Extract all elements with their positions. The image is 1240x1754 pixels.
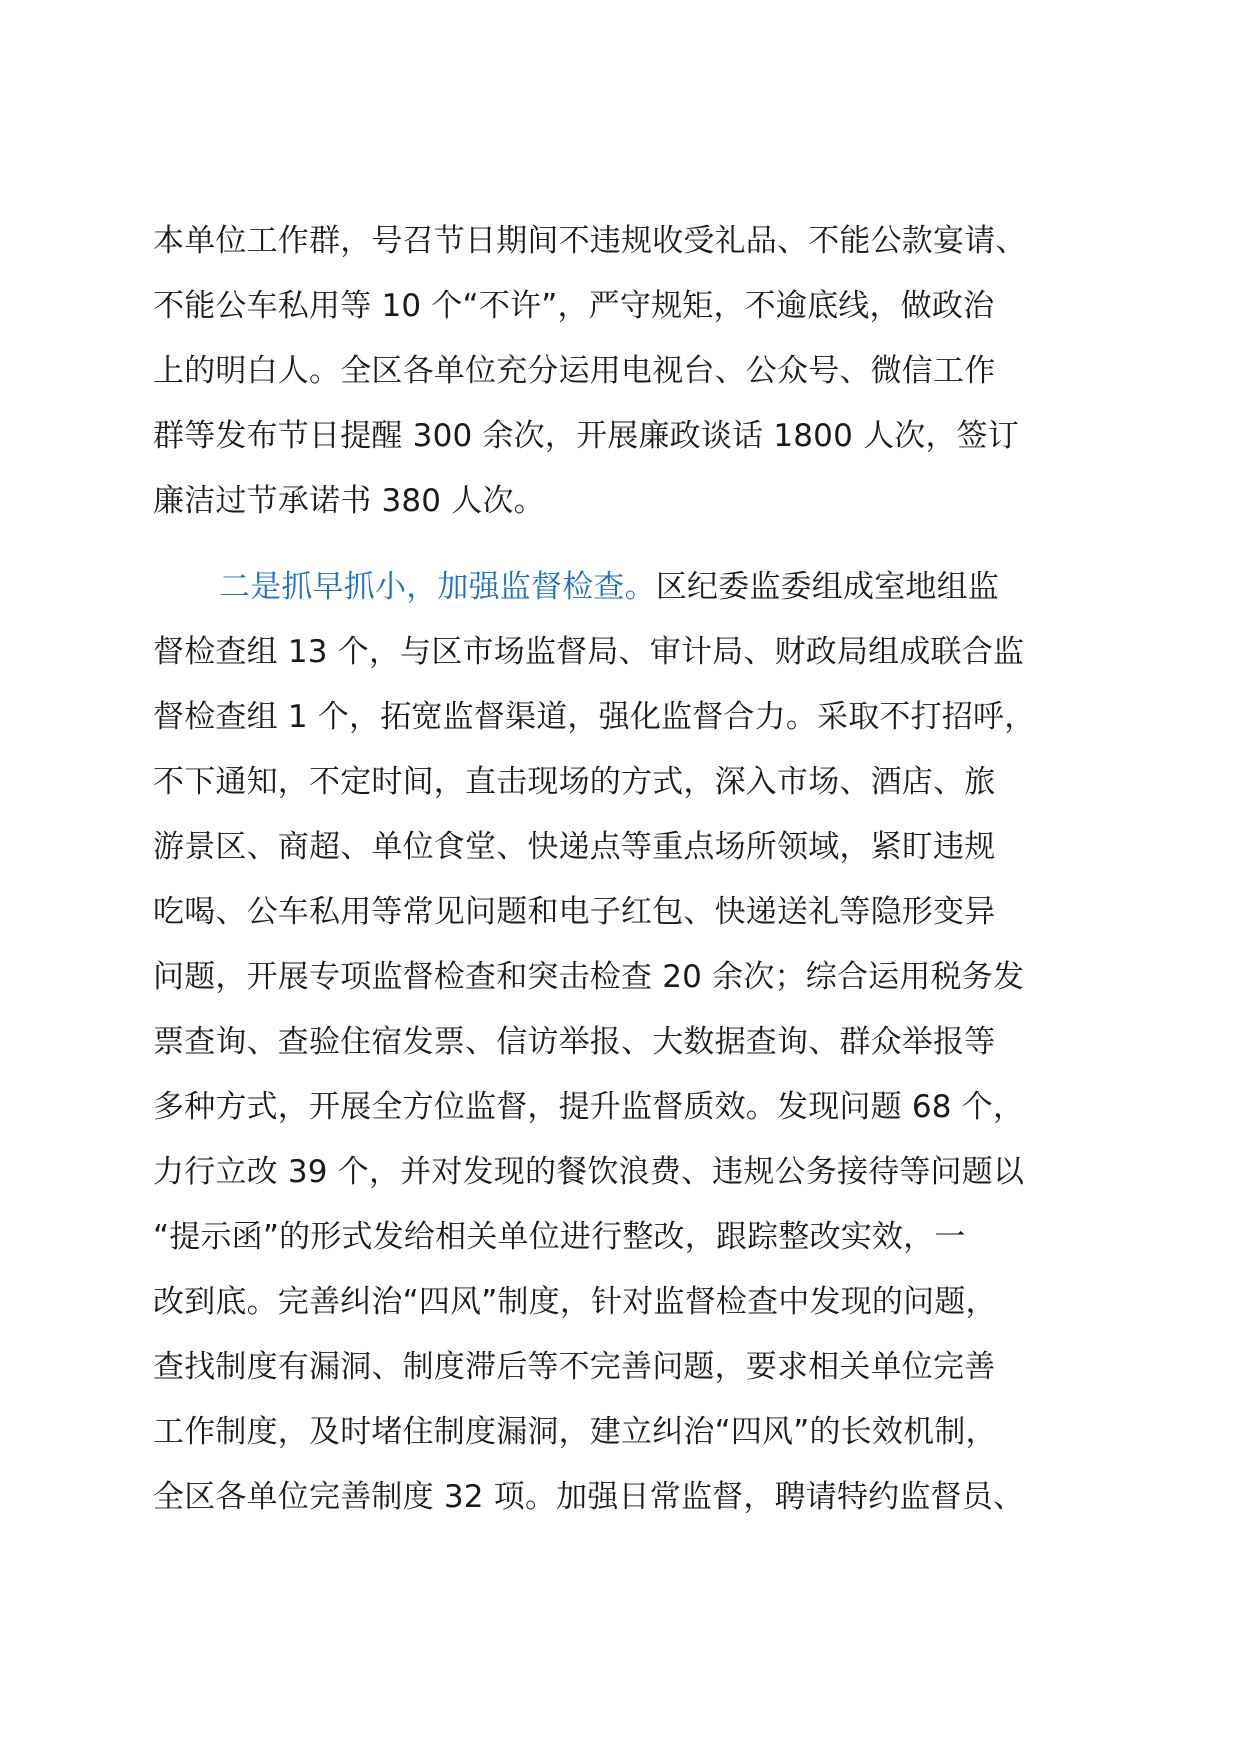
- text-line: 不下通知，不定时间，直击现场的方式，深入市场、酒店、旅: [153, 764, 996, 800]
- text-line: 游景区、商超、单位食堂、快递点等重点场所领域，紧盯违规: [153, 829, 996, 865]
- paragraph-first-line: [153, 555, 1103, 620]
- text-line: 力行立改 39 个，并对发现的餐饮浪费、违规公务接待等问题以: [153, 1154, 1025, 1190]
- text-line: 改到底。完善纠治“四风”制度，针对监督检查中发现的问题，: [153, 1284, 997, 1320]
- text-line: 上的明白人。全区各单位充分运用电视台、公众号、微信工作: [153, 353, 996, 389]
- text-line: 群等发布节日提醒 300 余次，开展廉政谈话 1800 人次，签订: [153, 418, 1020, 454]
- text-line: 问题，开展专项监督检查和突击检查 20 余次；综合运用税务发: [153, 959, 1025, 995]
- paragraph-2: [153, 555, 1103, 1530]
- text-line: 查找制度有漏洞、制度滞后等不完善问题，要求相关单位完善: [153, 1349, 996, 1385]
- paragraph-1: [153, 209, 1103, 534]
- text-line: 督检查组 13 个，与区市场监督局、审计局、财政局组成联合监: [153, 634, 1025, 670]
- text-line: 本单位工作群，号召节日期间不违规收受礼品、不能公款宴请、: [153, 223, 1027, 259]
- text-line: 多种方式，开展全方位监督，提升监督质效。发现问题 68 个，: [153, 1089, 1025, 1125]
- text-line: “提示函”的形式发给相关单位进行整改，跟踪整改实效，一: [153, 1219, 966, 1255]
- text-line: 全区各单位完善制度 32 项。加强日常监督，聘请特约监督员、: [153, 1479, 1025, 1515]
- heading-line-rest: 区纪委监委组成室地组监: [655, 569, 1000, 605]
- text-line: 廉洁过节承诺书 380 人次。: [153, 483, 545, 519]
- section-heading: 二是抓早抓小，加强监督检查。: [219, 569, 656, 605]
- text-line: 不能公车私用等 10 个“不许”，严守规矩，不逾底线，做政治: [153, 288, 995, 324]
- text-line: 票查询、查验住宿发票、信访举报、大数据查询、群众举报等: [153, 1024, 996, 1060]
- text-line: 吃喝、公车私用等常见问题和电子红包、快递送礼等隐形变异: [153, 894, 996, 930]
- text-line: 工作制度，及时堵住制度漏洞，建立纠治“四风”的长效机制，: [153, 1414, 997, 1450]
- text-line: 督检查组 1 个，拓宽监督渠道，强化监督合力。采取不打招呼，: [153, 699, 1036, 735]
